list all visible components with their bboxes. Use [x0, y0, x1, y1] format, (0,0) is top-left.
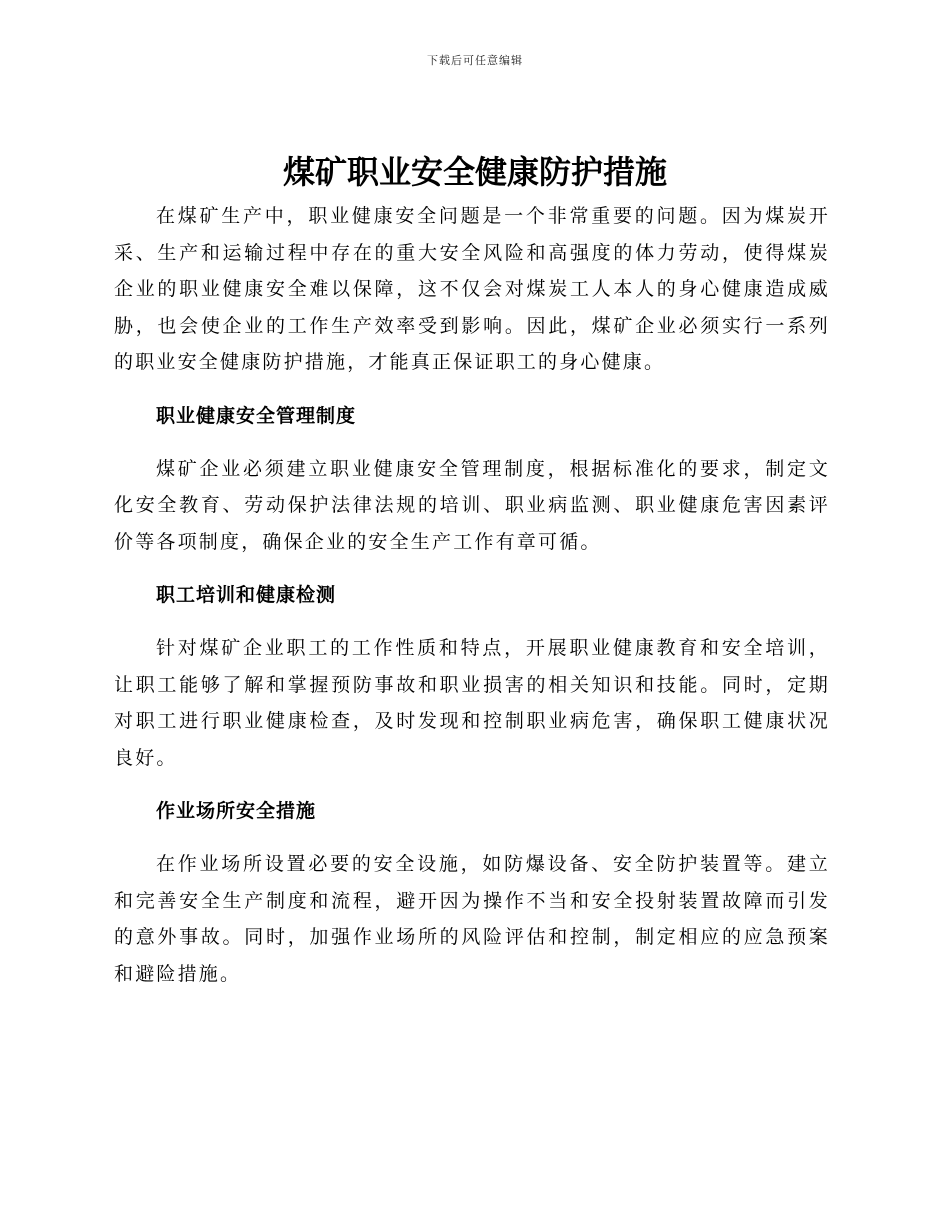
section-heading-workplace: 作业场所安全措施	[156, 800, 317, 822]
section-heading-management: 职业健康安全管理制度	[156, 404, 357, 427]
section-text-workplace: 在作业场所设置必要的安全设施，如防爆设备、安全防护装置等。建立和完善安全生产制度和流程，避开因为操作不当和安全投射装置故障而引发的意外事故。同时，加强作业场所的风险评估和控制，制定相应的应急预案和避险措施。	[114, 853, 830, 985]
header-note: 下载后可任意编辑	[427, 54, 523, 67]
intro-paragraph: 在煤矿生产中，职业健康安全问题是一个非常重要的问题。因为煤炭开采、生产和运输过程中存在的重大安全风险和高强度的体力劳动，使得煤炭企业的职业健康安全难以保障，这不仅会对煤炭工人本人的身心健康造成威胁，也会使企业的工作生产效率受到影响。因此，煤矿企业必须实行一系列的职业安全健康防护措施，才能真正保证职工的身心健康。	[114, 205, 830, 373]
section-text-training: 针对煤矿企业职工的工作性质和特点，开展职业健康教育和安全培训，让职工能够了解和掌握预防事故和职业损害的相关知识和技能。同时，定期对职工进行职业健康检查，及时发现和控制职业病危害，确保职工健康状况良好。	[114, 637, 830, 769]
section-text-management: 煤矿企业必须建立职业健康安全管理制度，根据标准化的要求，制定文化安全教育、劳动保护法律法规的培训、职业病监测、职业健康危害因素评价等各项制度，确保企业的安全生产工作有章可循。	[114, 457, 830, 553]
document-body	[114, 198, 830, 992]
section-heading-training: 职工培训和健康检测	[156, 584, 337, 606]
document-title: 煤矿职业安全健康防护措施	[282, 153, 667, 191]
